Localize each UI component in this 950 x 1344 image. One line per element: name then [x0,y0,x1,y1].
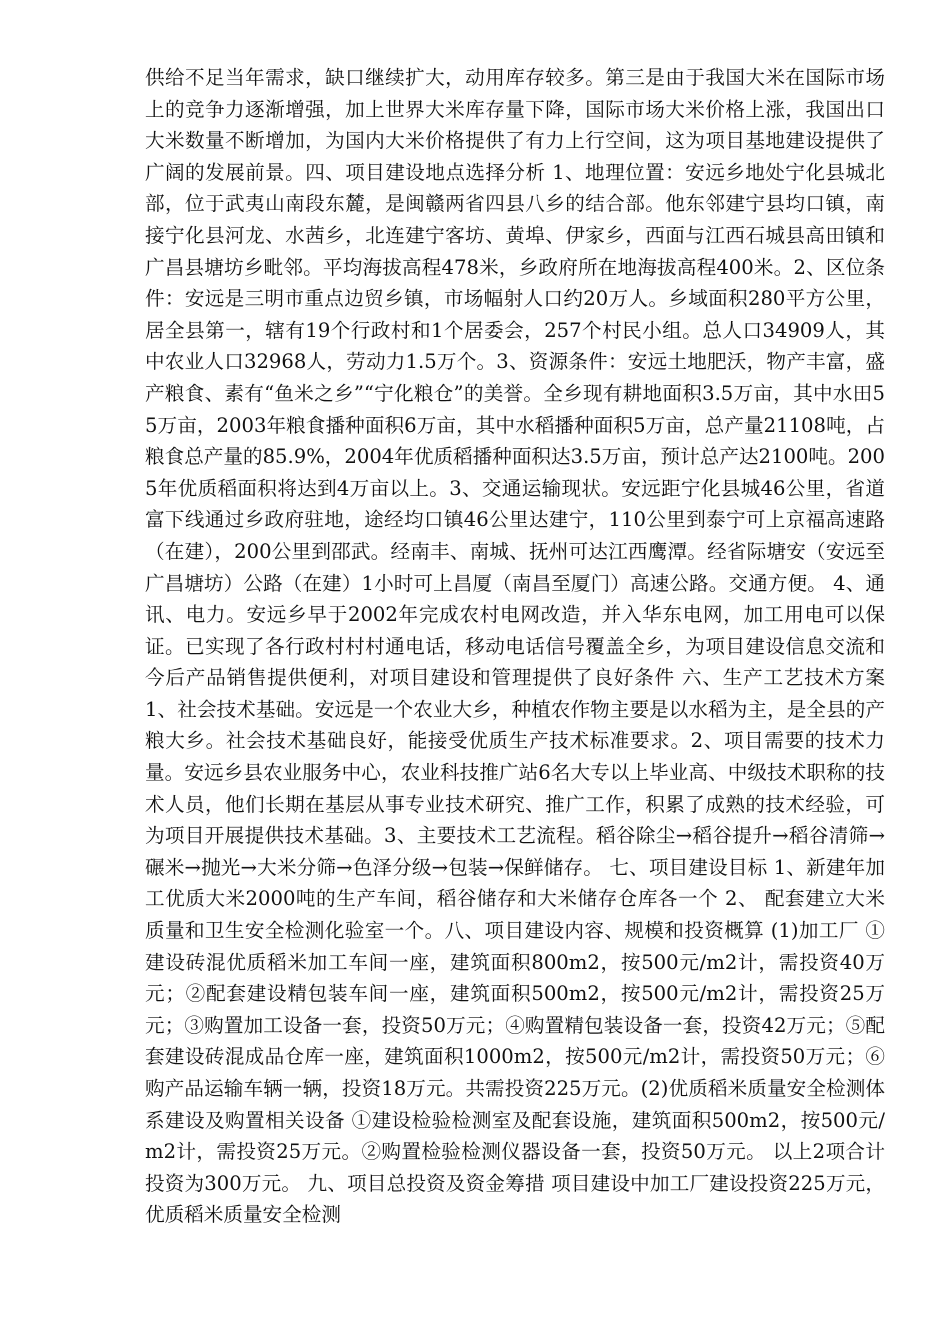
body-paragraph: 供给不足当年需求，缺口继续扩大，动用库存较多。第三是由于我国大米在国际市场上的竞争力逐渐增强，加上世界大米库存量下降，国际市场大米价格上涨，我国出口大米数量不断增加，为国内大米价格提供了有力上行空间，这为项目基地建设提供了广阔的发展前景。四、项目建设地点选择分析 1、地理位置：安远乡地处宁化县城北部，位于武夷山南段东麓，是闽赣两省四县八乡的结合部。他东邻建宁县均口镇，南接宁化县河龙、水茜乡，北连建宁客坊、黄埠、伊家乡，西面与江西石城县高田镇和广昌县塘坊乡毗邻。平均海拔高程478米，乡政府所在地海拔高程400米。2、区位条件：安远是三明市重点边贸乡镇，市场幅射人口约20万人。乡域面积280平方公里，居全县第一，辖有19个行政村和1个居委会，257个村民小组。总人口34909人，其中农业人口32968人，劳动力1.5万个。3、资源条件：安远土地肥沃，物产丰富，盛产粮食、素有“鱼米之乡”“宁化粮仓”的美誉。全乡现有耕地面积3.5万亩，其中水田55万亩，2003年粮食播种面积6万亩，其中水稻播种面积5万亩，总产量21108吨，占粮食总产量的85.9%，2004年优质稻播种面积达3.5万亩，预计总产达2100吨。2005年优质稻面积将达到4万亩以上。3、交通运输现状。安远距宁化县城46公里，省道富下线通过乡政府驻地，途经均口镇46公里达建宁，110公里到泰宁可上京福高速路（在建），200公里到邵武。经南丰、南城、抚州可达江西鹰潭。经省际塘安（安远至广昌塘坊）公路（在建）1小时可上昌厦（南昌至厦门）高速公路。交通方便。 4、通讯、电力。安远乡早于2002年完成农村电网改造，并入华东电网，加工用电可以保证。已实现了各行政村村村通电话，移动电话信号覆盖全乡，为项目建设信息交流和今后产品销售提供便利，对项目建设和管理提供了良好条件 六、生产工艺技术方案 1、社会技术基础。安远是一个农业大乡，种植农作物主要是以水稻为主，是全县的产粮大乡。社会技术基础良好，能接受优质生产技术标准要求。2、项目需要的技术力量。安远乡县农业服务中心，农业科技推广站6名大专以上毕业高、中级技术职称的技术人员，他们长期在基层从事专业技术研究、推广工作，积累了成熟的技术经验，可为项目开展提供技术基础。3、主要技术工艺流程。稻谷除尘→稻谷提升→稻谷清筛→碾米→抛光→大米分筛→色泽分级→包装→保鲜储存。 七、项目建设目标 1、新建年加工优质大米2000吨的生产车间，稻谷储存和大米储存仓库各一个 2、 配套建立大米质量和卫生安全检测化验室一个。八、项目建设内容、规模和投资概算 (1)加工厂 ①建设砖混优质稻米加工车间一座，建筑面积800m2，按500元/m2计，需投资40万元；②配套建设精包装车间一座，建筑面积500m2，按500元/m2计，需投资25万元；③购置加工设备一套，投资50万元；④购置精包装设备一套，投资42万元；⑤配套建设砖混成品仓库一座，建筑面积1000m2，按500元/m2计，需投资50万元；⑥购产品运输车辆一辆，投资18万元。共需投资225万元。(2)优质稻米质量安全检测体系建设及购置相关设备 ①建设检验检测室及配套设施，建筑面积500m2，按500元/m2计，需投资25万元。②购置检验检测仪器设备一套，投资50万元。 以上2项合计投资为300万元。 九、项目总投资及资金筹措 项目建设中加工厂建设投资225万元，优质稻米质量安全检测 [145,66,885,1227]
